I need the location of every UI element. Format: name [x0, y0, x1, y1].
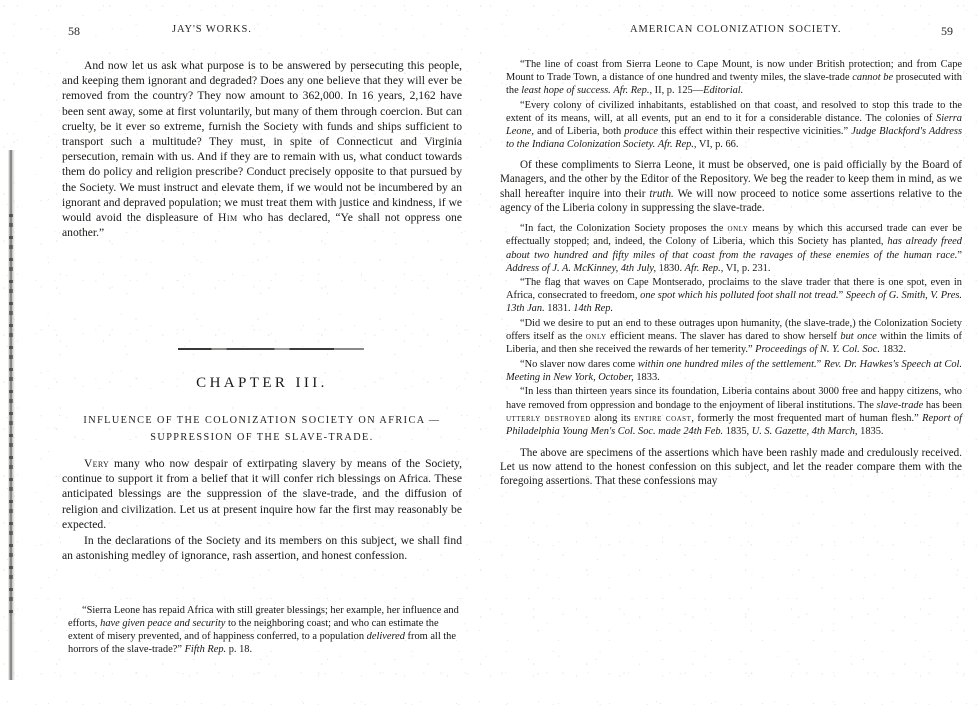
quote-citation-year: 1833. — [633, 371, 660, 383]
quote-citation: Rev. Dr. Hawkes's Speech at Col. Meeting in New York, October, — [506, 358, 962, 383]
quote-text-cont: ” — [816, 358, 824, 370]
page-number-right: 59 — [941, 24, 953, 38]
paragraph — [62, 456, 462, 532]
quote-citation: Address of J. A. McKinney, 4th July, — [506, 262, 657, 274]
quote-text: “No slaver now dares come — [520, 358, 638, 370]
quote-emphasis: has already freed about two hundred and fifty miles of that coast from the ravages of these enemies of the human race. — [506, 236, 962, 261]
quote-emphasis: one spot which his polluted foot shall not tread. — [640, 290, 839, 302]
quote-text-cont: efficient means. The slaver has dared to show herself — [606, 331, 841, 343]
quote-text-cont: to the neighboring coast; and who can estimate the extent of misery prevented, and of happiness conferred, to a population — [68, 618, 439, 643]
quote-emphasis: produce — [624, 125, 658, 137]
paragraph-text: Of these compliments to Sierra Leone, it must be observed, one is paid officially by the Board of Managers, and the other by the Editor of the Repository. We beg the reader to keep them in mind, as we shall hereafter inquire into their — [500, 159, 962, 200]
paragraph-text: many who now despair of extirpating slavery by means of the Society, continue to support it from a belief that it will confer rich blessings on Africa. These anticipated blessings are the suppression of the slave-trade, and the diffusion of religion and civilization. Let us at present inquire how far the first may reasonably be expected. — [62, 457, 462, 531]
running-head-right: AMERICAN COLONIZATION SOCIETY. — [630, 24, 842, 35]
paragraph: In the declarations of the Society and its members on this subject, we shall find an astonishing medley of ignorance, rash assertion, and honest confession. — [62, 534, 462, 563]
left-text-column — [62, 58, 462, 241]
running-head-left: JAY'S WORKS. — [172, 24, 252, 35]
quote-text-cont: along its — [590, 412, 635, 424]
blockquote — [500, 58, 962, 97]
paragraph-emphasis: truth. — [649, 187, 674, 200]
quote-text: “In less than thirteen years since its foundation, Liberia contains about 3000 free and happy citizens, who have removed from oppression and bondage to the enjoyment of liberal institutions. The — [506, 386, 962, 411]
blockquote — [500, 222, 962, 274]
chapter-divider-rule — [178, 348, 364, 350]
page-gutter-artifact — [8, 150, 15, 680]
blockquote — [500, 276, 962, 315]
quote-citation-year-2: 1835. — [857, 425, 884, 437]
quote-citation-year: 1832. — [879, 344, 906, 356]
quote-citation-page: p. 18. — [226, 644, 253, 656]
quote-emphasis: within one hundred miles of the settlement. — [637, 358, 817, 370]
quote-text-cont: prosecuted with the — [506, 72, 962, 97]
page-number-left: 58 — [68, 24, 80, 38]
quote-emphasis: have given peace and security — [100, 618, 226, 630]
quote-emphasis: slave-trade — [876, 399, 924, 411]
quote-text: “The flag that waves on Cape Montserado, proclaims to the slave trader that there is one spot, even in Africa, consecrated to freedom, — [506, 277, 962, 302]
quote-citation: Proceedings of N. Y. Col. Soc. — [755, 344, 880, 356]
paragraph — [500, 158, 962, 215]
quote-smallcaps-emphasis: only — [585, 331, 607, 343]
quote-citation-page: VI, p. 231. — [723, 262, 771, 274]
paragraph — [62, 58, 462, 240]
quote-citation-source: Afr. Rep., — [657, 139, 697, 151]
quote-smallcaps-emphasis: utterly destroyed — [506, 412, 591, 424]
quote-text-cont: ” — [838, 290, 846, 302]
opening-word-smallcaps: Very — [84, 457, 110, 470]
quote-smallcaps-emphasis: entire coast — [634, 412, 692, 424]
quote-emphasis: delivered — [366, 631, 405, 643]
chapter-subtitle-line-2: SUPPRESSION OF THE SLAVE-TRADE. — [150, 432, 374, 443]
blockquote — [62, 604, 462, 656]
quote-citation: Afr. Rep., — [613, 85, 653, 97]
paragraph-text-cont: who has declared, “Ye shall not oppress one another.” — [62, 211, 462, 240]
right-text-column — [500, 58, 962, 490]
quote-emphasis: cannot be — [852, 72, 894, 84]
paragraph-text: And now let us ask what purpose is to be answered by persecuting this people, and keeping them ignorant and degraded? Does any one believe that they will ever be removed from the country? They now amount to 362,000. In 16 years, 2,162 have been sent away, some at first voluntarily, but many of them through coercion. But can cruelty, be it ever so extreme, furnish the Society with funds and ships sufficient to transport such a multitude? They must, in spite of Connecticut and Virginia persecution, remain with us. And if they are to remain with us, what conduct towards them do policy and religion prescribe? Conduct precisely opposite to that pursued by the Society. We must instruct and elevate them, if we would not be incumbered by an ignorant and depraved population; we must treat them with justice and kindness, if we would avoid the displeasure of — [62, 59, 462, 225]
quote-text-cont: has been — [923, 399, 962, 411]
chapter-number-heading: CHAPTER III. — [196, 375, 328, 391]
quote-citation-source: U. S. Gazette, 4th March, — [751, 425, 858, 437]
chapter-opening-text — [62, 456, 462, 564]
blockquote — [500, 99, 962, 151]
quote-citation: Fifth Rep. — [184, 644, 227, 656]
quote-text: “Did we desire to put an end to these outrages upon humanity, (the slave-trade,) the Colonization Society offers itself as the — [506, 318, 962, 343]
quote-text: “The line of coast from Sierra Leone to Cape Mount, is now under British protection; and from Cape Mount to Trade Town, a distance of one hundred and twenty miles, the slave-trade — [506, 59, 962, 84]
quote-citation-year: 1831. — [544, 303, 574, 315]
quote-citation-year: 1830. — [656, 262, 685, 274]
quote-citation-source: 14th Rep. — [573, 303, 614, 315]
quote-text-cont: , formerly the most frequented mart of human flesh.” — [691, 412, 923, 424]
quote-emphasis: least hope of success. — [521, 85, 611, 97]
paragraph: The above are specimens of the assertions which have been rashly made and credulously received. Let us now attend to the honest confession on this subject, and let the reader compare them with the foregoing assertions. That these confessions may — [500, 446, 962, 488]
chapter-subtitle — [54, 412, 470, 446]
quote-citation-source: Editorial. — [703, 85, 744, 97]
quote-smallcaps-emphasis: only — [727, 223, 749, 235]
quote-citation-page: II, p. 125— — [652, 85, 704, 97]
blockquote — [500, 317, 962, 356]
quote-citation-page: VI, p. 66. — [696, 139, 739, 151]
quote-emphasis: but once — [840, 331, 877, 343]
quote-citation-year: 1835, — [723, 425, 752, 437]
quote-text: “Every colony of civilized inhabitants, established on that coast, and resolved to stop this trade to the extent of its means, will, at all events, put an end to it for a considerable distance. The colonies of — [506, 99, 962, 124]
quote-text-cont: means by which this accursed trade can ever be effectually stopped; and, indeed, the Colony of Liberia, which this Society has planted, — [506, 223, 963, 248]
divine-pronoun-smallcaps: Him — [217, 211, 238, 225]
quote-emphasis: Sierra Leone, — [506, 112, 962, 137]
blockquote — [500, 385, 962, 437]
quote-text-cont: this effect within their respective vicinities.” — [657, 125, 852, 137]
quote-text: “Sierra Leone has repaid Africa with still greater blessings; her example, her influence and efforts, — [68, 605, 459, 630]
quote-text-cont: and of Liberia, both — [534, 125, 625, 137]
quote-text-cont: within the limits of Liberia, and then she received the rewards of her temerity.” — [506, 331, 963, 356]
quote-text: “In fact, the Colonization Society proposes the — [520, 223, 728, 235]
paragraph-text-cont: We will now proceed to notice some assertions relative to the agency of the Liberia colony in suppressing the slave-trade. — [500, 187, 962, 215]
quote-text-cont: ” — [957, 249, 962, 261]
chapter-blockquote — [62, 604, 462, 658]
quote-citation: Judge Blackford's Address to the Indiana Colonization Society. — [506, 125, 963, 151]
quote-citation-source: Afr. Rep., — [684, 262, 724, 274]
quote-citation: Report of Philadelphia Young Men's Col. Soc. made 24th Feb. — [506, 412, 962, 437]
chapter-subtitle-line-1: INFLUENCE OF THE COLONIZATION SOCIETY ON AFRICA — — [83, 415, 441, 426]
blockquote — [500, 358, 962, 384]
quote-text-cont: from all the horrors of the slave-trade?” — [68, 631, 456, 656]
quote-citation: Speech of G. Smith, V. Pres. 13th Jan. — [506, 290, 962, 315]
